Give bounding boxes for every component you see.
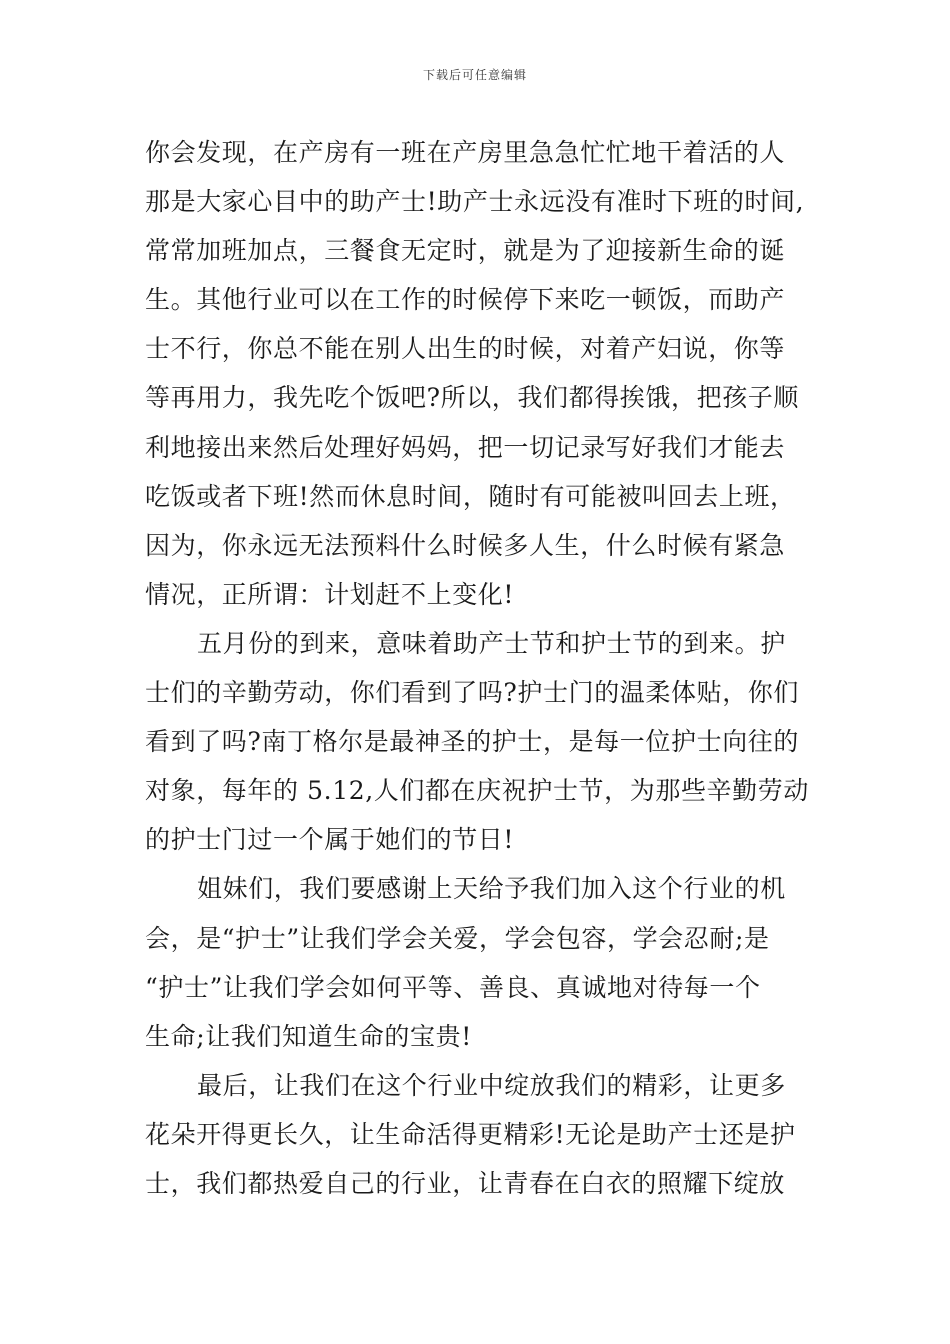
text-line: 花朵开得更长久，让生命活得更精彩!无论是助产士还是护 — [145, 1119, 796, 1149]
text-line: 你会发现，在产房有一班在产房里急急忙忙地干着活的人 — [145, 138, 786, 167]
paragraph-first-line: 姐妹们，我们要感谢上天给予我们加入这个行业的机 — [197, 874, 786, 904]
text-line: 生。其他行业可以在工作的时候停下来吃一顿饭，而助产 — [145, 285, 786, 315]
text-line: 情况，正所谓：计划赶不上变化! — [145, 579, 515, 609]
text-line: 的护士门过一个属于她们的节日! — [145, 825, 515, 855]
text-line: 因为，你永远无法预料什么时候多人生，什么时候有紧急 — [145, 530, 786, 560]
text-line: 看到了吗?南丁格尔是最神圣的护士，是每一位护士向往的 — [145, 727, 800, 757]
text-line: 等再用力，我先吃个饭吧?所以，我们都得挨饿，把孩子顺 — [145, 383, 800, 413]
text-line: 士们的辛勤劳动，你们看到了吗?护士门的温柔体贴，你们 — [145, 678, 800, 708]
text-line: 士不行，你总不能在别人出生的时候，对着产妇说，你等 — [145, 334, 786, 364]
text-line: 利地接出来然后处理好妈妈，把一切记录写好我们才能去 — [145, 432, 786, 462]
text-line: 那是大家心目中的助产士!助产士永远没有准时下班的时间, — [145, 187, 805, 217]
paragraph-first-line: 五月份的到来，意味着助产士节和护士节的到来。护 — [197, 628, 786, 658]
header-note: 下载后可任意编辑 — [422, 68, 527, 82]
text-line: 会，是“护士”让我们学会关爱，学会包容，学会忍耐;是 — [145, 923, 770, 953]
body-text — [145, 128, 810, 1208]
text-line: 吃饭或者下班!然而休息时间，随时有可能被叫回去上班， — [145, 481, 796, 511]
text-line: 对象，每年的 5.12,人们都在庆祝护士节，为那些辛勤劳动 — [145, 776, 809, 806]
text-line: 生命;让我们知道生命的宝贵! — [145, 1021, 472, 1051]
text-line: 常常加班加点，三餐食无定时，就是为了迎接新生命的诞 — [145, 236, 786, 266]
text-line: 士，我们都热爱自己的行业，让青春在白衣的照耀下绽放 — [145, 1168, 786, 1198]
paragraph-first-line: 最后，让我们在这个行业中绽放我们的精彩，让更多 — [197, 1070, 786, 1100]
text-line: “护士”让我们学会如何平等、善良、真诚地对待每一个 — [145, 972, 761, 1002]
